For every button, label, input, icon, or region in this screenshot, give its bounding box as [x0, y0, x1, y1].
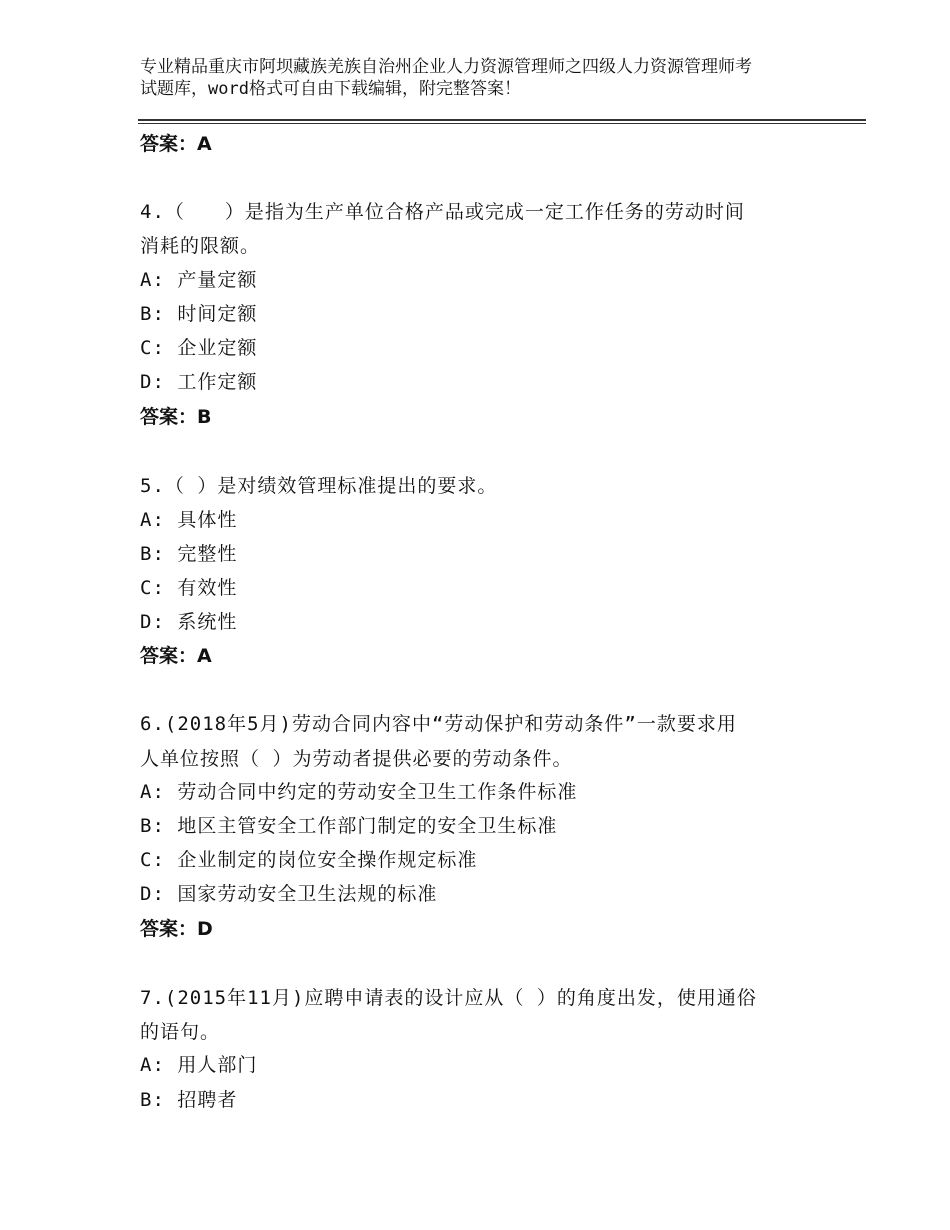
- option-a: A: 用人部门: [140, 1054, 258, 1076]
- document-header: [140, 56, 830, 100]
- question-text: 5.（ ）是对绩效管理标准提出的要求。: [140, 475, 498, 497]
- answer-6: 答案：D: [140, 918, 213, 940]
- option-d: D: 系统性: [140, 611, 238, 633]
- option-b: B: 地区主管安全工作部门制定的安全卫生标准: [140, 815, 558, 837]
- question-text-cont: 的语句。: [140, 1021, 221, 1043]
- answer-5: 答案：A: [140, 645, 212, 667]
- option-c: C: 企业定额: [140, 337, 258, 359]
- question-text: 6.(2018年5月)劳动合同内容中“劳动保护和劳动条件”一款要求用: [140, 713, 737, 735]
- option-a: A: 产量定额: [140, 269, 258, 291]
- option-b: B: 完整性: [140, 543, 238, 565]
- question-text-cont: 人单位按照（ ）为劳动者提供必要的劳动条件。: [140, 748, 573, 770]
- question-text-cont: 消耗的限额。: [140, 235, 261, 257]
- header-rule-thin: [138, 123, 866, 124]
- option-d: D: 国家劳动安全卫生法规的标准: [140, 883, 438, 905]
- option-a: A: 具体性: [140, 509, 238, 531]
- header-line-2: 试题库，word格式可自由下载编辑，附完整答案！: [140, 79, 521, 99]
- question-text: 4.（ ）是指为生产单位合格产品或完成一定工作任务的劳动时间: [140, 201, 745, 223]
- option-c: C: 有效性: [140, 577, 238, 599]
- option-d: D: 工作定额: [140, 371, 258, 393]
- option-b: B: 时间定额: [140, 303, 258, 325]
- header-rule: [138, 119, 866, 121]
- question-text: 7.(2015年11月)应聘申请表的设计应从（ ）的角度出发，使用通俗: [140, 987, 757, 1009]
- header-line-1: 专业精品重庆市阿坝藏族羌族自治州企业人力资源管理师之四级人力资源管理师考: [140, 57, 752, 77]
- answer-4: 答案：B: [140, 406, 212, 428]
- option-c: C: 企业制定的岗位安全操作规定标准: [140, 849, 478, 871]
- answer-3: 答案：A: [140, 133, 212, 155]
- option-a: A: 劳动合同中约定的劳动安全卫生工作条件标准: [140, 781, 578, 803]
- option-b: B: 招聘者: [140, 1089, 238, 1111]
